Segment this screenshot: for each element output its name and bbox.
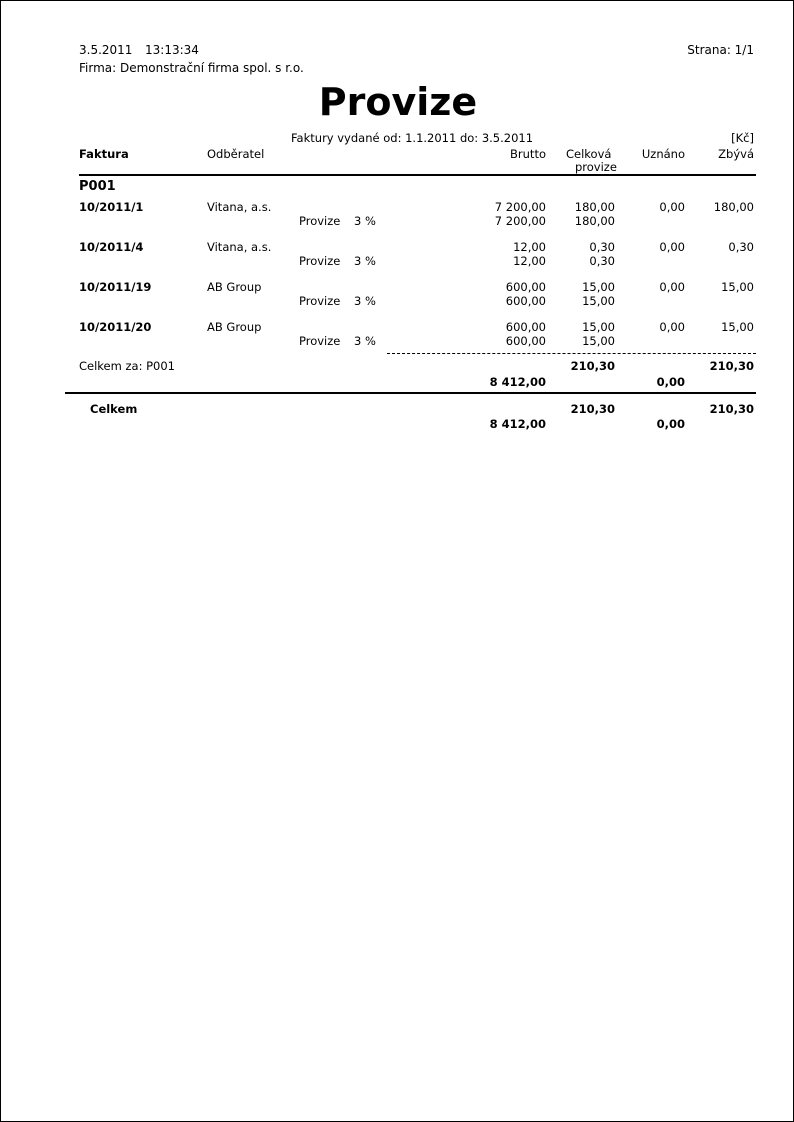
print-date: 3.5.2011 <box>79 43 133 57</box>
col-header-provize: provize <box>575 160 617 174</box>
detail-percent: 3 % <box>354 294 376 308</box>
col-header-zbyva: Zbývá <box>718 147 754 161</box>
customer-name: Vitana, a.s. <box>207 200 272 214</box>
col-header-faktura: Faktura <box>79 147 129 161</box>
subtotal-divider <box>387 353 756 354</box>
detail-label: Provize <box>299 214 341 228</box>
celkova-value: 0,30 <box>589 240 615 254</box>
invoice-number: 10/2011/4 <box>79 240 144 254</box>
col-header-odberatel: Odběratel <box>207 147 265 161</box>
uznano-value: 0,00 <box>659 240 685 254</box>
detail-brutto: 600,00 <box>505 294 546 308</box>
col-header-celkova: Celková <box>566 147 612 161</box>
total-brutto: 8 412,00 <box>489 417 546 431</box>
customer-name: AB Group <box>207 320 262 334</box>
report-title: Provize <box>318 80 478 124</box>
invoice-number: 10/2011/20 <box>79 320 152 334</box>
celkova-value: 15,00 <box>582 280 615 294</box>
header-divider <box>79 174 756 176</box>
detail-brutto: 12,00 <box>513 254 546 268</box>
customer-name: Vitana, a.s. <box>207 240 272 254</box>
print-time: 13:13:34 <box>145 43 199 57</box>
uznano-value: 0,00 <box>659 320 685 334</box>
detail-label: Provize <box>299 334 341 348</box>
detail-brutto: 7 200,00 <box>494 214 546 228</box>
subtotal-zbyva: 210,30 <box>709 359 754 373</box>
detail-celkova: 15,00 <box>582 294 615 308</box>
zbyva-value: 15,00 <box>721 280 754 294</box>
subtotal-celkova: 210,30 <box>570 359 615 373</box>
company-name: Firma: Demonstrační firma spol. s r.o. <box>79 61 304 75</box>
brutto-value: 7 200,00 <box>494 200 546 214</box>
celkova-value: 180,00 <box>574 200 615 214</box>
page-number: Strana: 1/1 <box>687 43 754 57</box>
zbyva-value: 0,30 <box>728 240 754 254</box>
subtotal-label: Celkem za: P001 <box>79 359 175 373</box>
zbyva-value: 180,00 <box>713 200 754 214</box>
invoice-number: 10/2011/19 <box>79 280 152 294</box>
detail-label: Provize <box>299 294 341 308</box>
brutto-value: 600,00 <box>505 320 546 334</box>
currency-label: [Kč] <box>731 131 754 145</box>
invoice-number: 10/2011/1 <box>79 200 144 214</box>
subtotal-uznano: 0,00 <box>656 375 685 389</box>
detail-celkova: 15,00 <box>582 334 615 348</box>
total-divider <box>65 392 756 394</box>
report-subtitle: Faktury vydané od: 1.1.2011 do: 3.5.2011 <box>291 131 534 145</box>
detail-brutto: 600,00 <box>505 334 546 348</box>
detail-percent: 3 % <box>354 214 376 228</box>
col-header-uznano: Uznáno <box>641 147 685 161</box>
total-label: Celkem <box>90 402 138 416</box>
brutto-value: 12,00 <box>513 240 546 254</box>
detail-percent: 3 % <box>354 254 376 268</box>
total-uznano: 0,00 <box>656 417 685 431</box>
subtotal-brutto: 8 412,00 <box>489 375 546 389</box>
brutto-value: 600,00 <box>505 280 546 294</box>
total-zbyva: 210,30 <box>709 402 754 416</box>
detail-celkova: 180,00 <box>574 214 615 228</box>
detail-celkova: 0,30 <box>589 254 615 268</box>
customer-name: AB Group <box>207 280 262 294</box>
group-code: P001 <box>79 179 116 194</box>
detail-label: Provize <box>299 254 341 268</box>
col-header-brutto: Brutto <box>510 147 546 161</box>
total-celkova: 210,30 <box>570 402 615 416</box>
detail-percent: 3 % <box>354 334 376 348</box>
uznano-value: 0,00 <box>659 200 685 214</box>
zbyva-value: 15,00 <box>721 320 754 334</box>
celkova-value: 15,00 <box>582 320 615 334</box>
uznano-value: 0,00 <box>659 280 685 294</box>
